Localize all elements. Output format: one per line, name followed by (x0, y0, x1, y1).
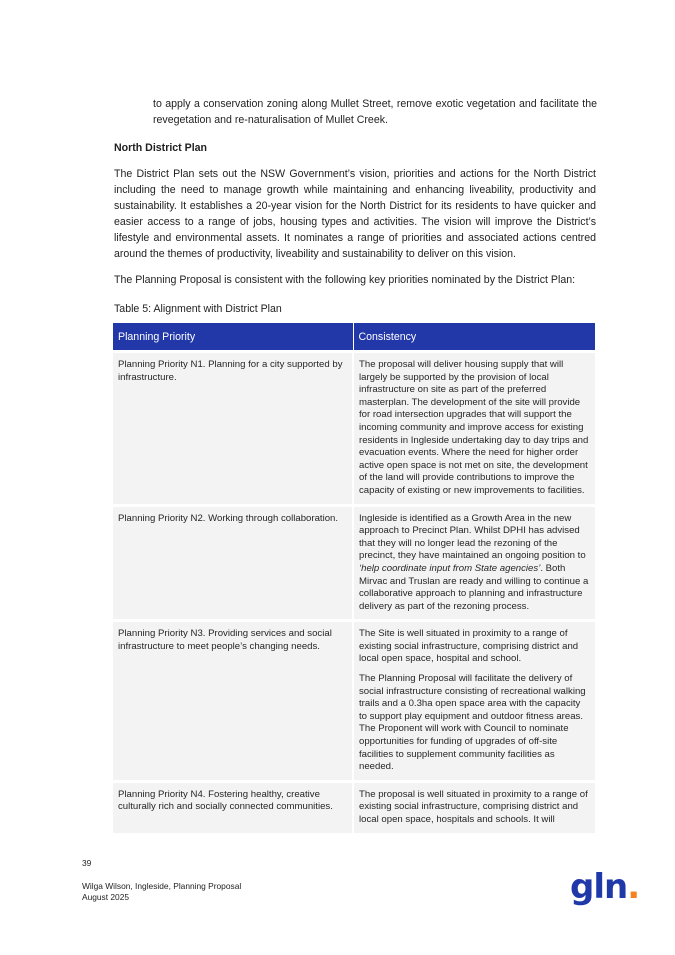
priority-cell: Planning Priority N3. Providing services and social infrastructure to meet people’s changing needs. (113, 621, 353, 782)
consistency-text: The Planning Proposal will facilitate the delivery of social infrastructure consisting of recreational walking trails and a 0.3ha open space area with the capacity to support play equipment and outdoor fitness areas. The Proponent will work with Council to nominate opportunities for funding of upgrades of off-site facilities to supplement community facilities as needed. (359, 673, 586, 773)
consistency-text-before: Ingleside is identified as a Growth Area in the new approach to Precinct Plan. Whilst DPHI has advised that they will no longer lead the rezoning of the precinct, they have maintained an ongoing position to (359, 512, 586, 562)
consistency-cell (353, 505, 595, 621)
table-caption: Table 5: Alignment with District Plan (114, 303, 282, 315)
logo-text: gln (570, 867, 628, 907)
paragraph-district-plan: The District Plan sets out the NSW Government’s vision, priorities and actions for the North District including the need to manage growth while maintaining and enhancing liveability, productivity and sustainability. It establishes a 20-year vision for the North District for its residents to have quicker and easier access to a range of jobs, housing types and activities. The vision will improve the District’s lifestyle and environmental assets. It nominates a range of priorities and associated actions centred around the themes of productivity, liveability and sustainability to deliver on this vision. (114, 168, 596, 260)
consistency-text-after: . Both Mirvac and Truslan are ready and willing to continue a collaborative approach to planning and infrastructure delivery as part of the rezoning process. (359, 562, 589, 612)
priority-cell: Planning Priority N1. Planning for a city supported by infrastructure. (113, 352, 353, 506)
paragraph-consistency: The Planning Proposal is consistent with the following key priorities nominated by the District Plan: (114, 274, 576, 286)
intro-continuation: to apply a conservation zoning along Mullet Street, remove exotic vegetation and facilitate the revegetation and re-naturalisation of Mullet Creek. (153, 98, 597, 126)
header-consistency: Consistency (353, 323, 595, 352)
consistency-text: The proposal is well situated in proximity to a range of existing social infrastructure, comprising district and local open space, hospitals and schools. It will (359, 788, 588, 825)
footer (82, 881, 241, 903)
consistency-text: The Site is well situated in proximity to a range of existing social infrastructure, comprising district and local open space, hospital and school. (359, 628, 579, 665)
consistency-cell (353, 781, 595, 832)
consistency-cell (353, 621, 595, 782)
table-row (113, 505, 595, 621)
table-row (113, 781, 595, 832)
table-row (113, 352, 595, 506)
alignment-table (113, 323, 595, 833)
section-heading: North District Plan (114, 142, 208, 154)
consistency-text (359, 513, 590, 614)
footer-line-1: Wilga Wilson, Ingleside, Planning Proposal (82, 881, 242, 891)
gln-logo (570, 867, 639, 907)
header-planning-priority: Planning Priority (113, 323, 353, 352)
priority-cell: Planning Priority N4. Fostering healthy, creative culturally rich and socially connected communities. (113, 781, 353, 832)
consistency-quote: ‘help coordinate input from State agencies’ (359, 562, 541, 574)
priority-cell: Planning Priority N2. Working through collaboration. (113, 505, 353, 621)
page-number: 39 (82, 858, 92, 868)
footer-line-2: August 2025 (82, 892, 130, 902)
table-header-row (113, 323, 595, 352)
table-row (113, 621, 595, 782)
consistency-text: The proposal will deliver housing supply that will largely be supported by the provision of local infrastructure on site as part of the preferred masterplan. The development of the site will provide for road intersection upgrades that will support the incoming community and improve access for existing residents in Ingleside undertaking day to day trips and evacuation events. Where the need for higher order active open space is not met on site, the development of the land will provide contributions to improve the capacity of existing or new improvements to facilities. (359, 359, 589, 496)
consistency-cell (353, 352, 595, 506)
logo-dot: . (627, 867, 640, 907)
